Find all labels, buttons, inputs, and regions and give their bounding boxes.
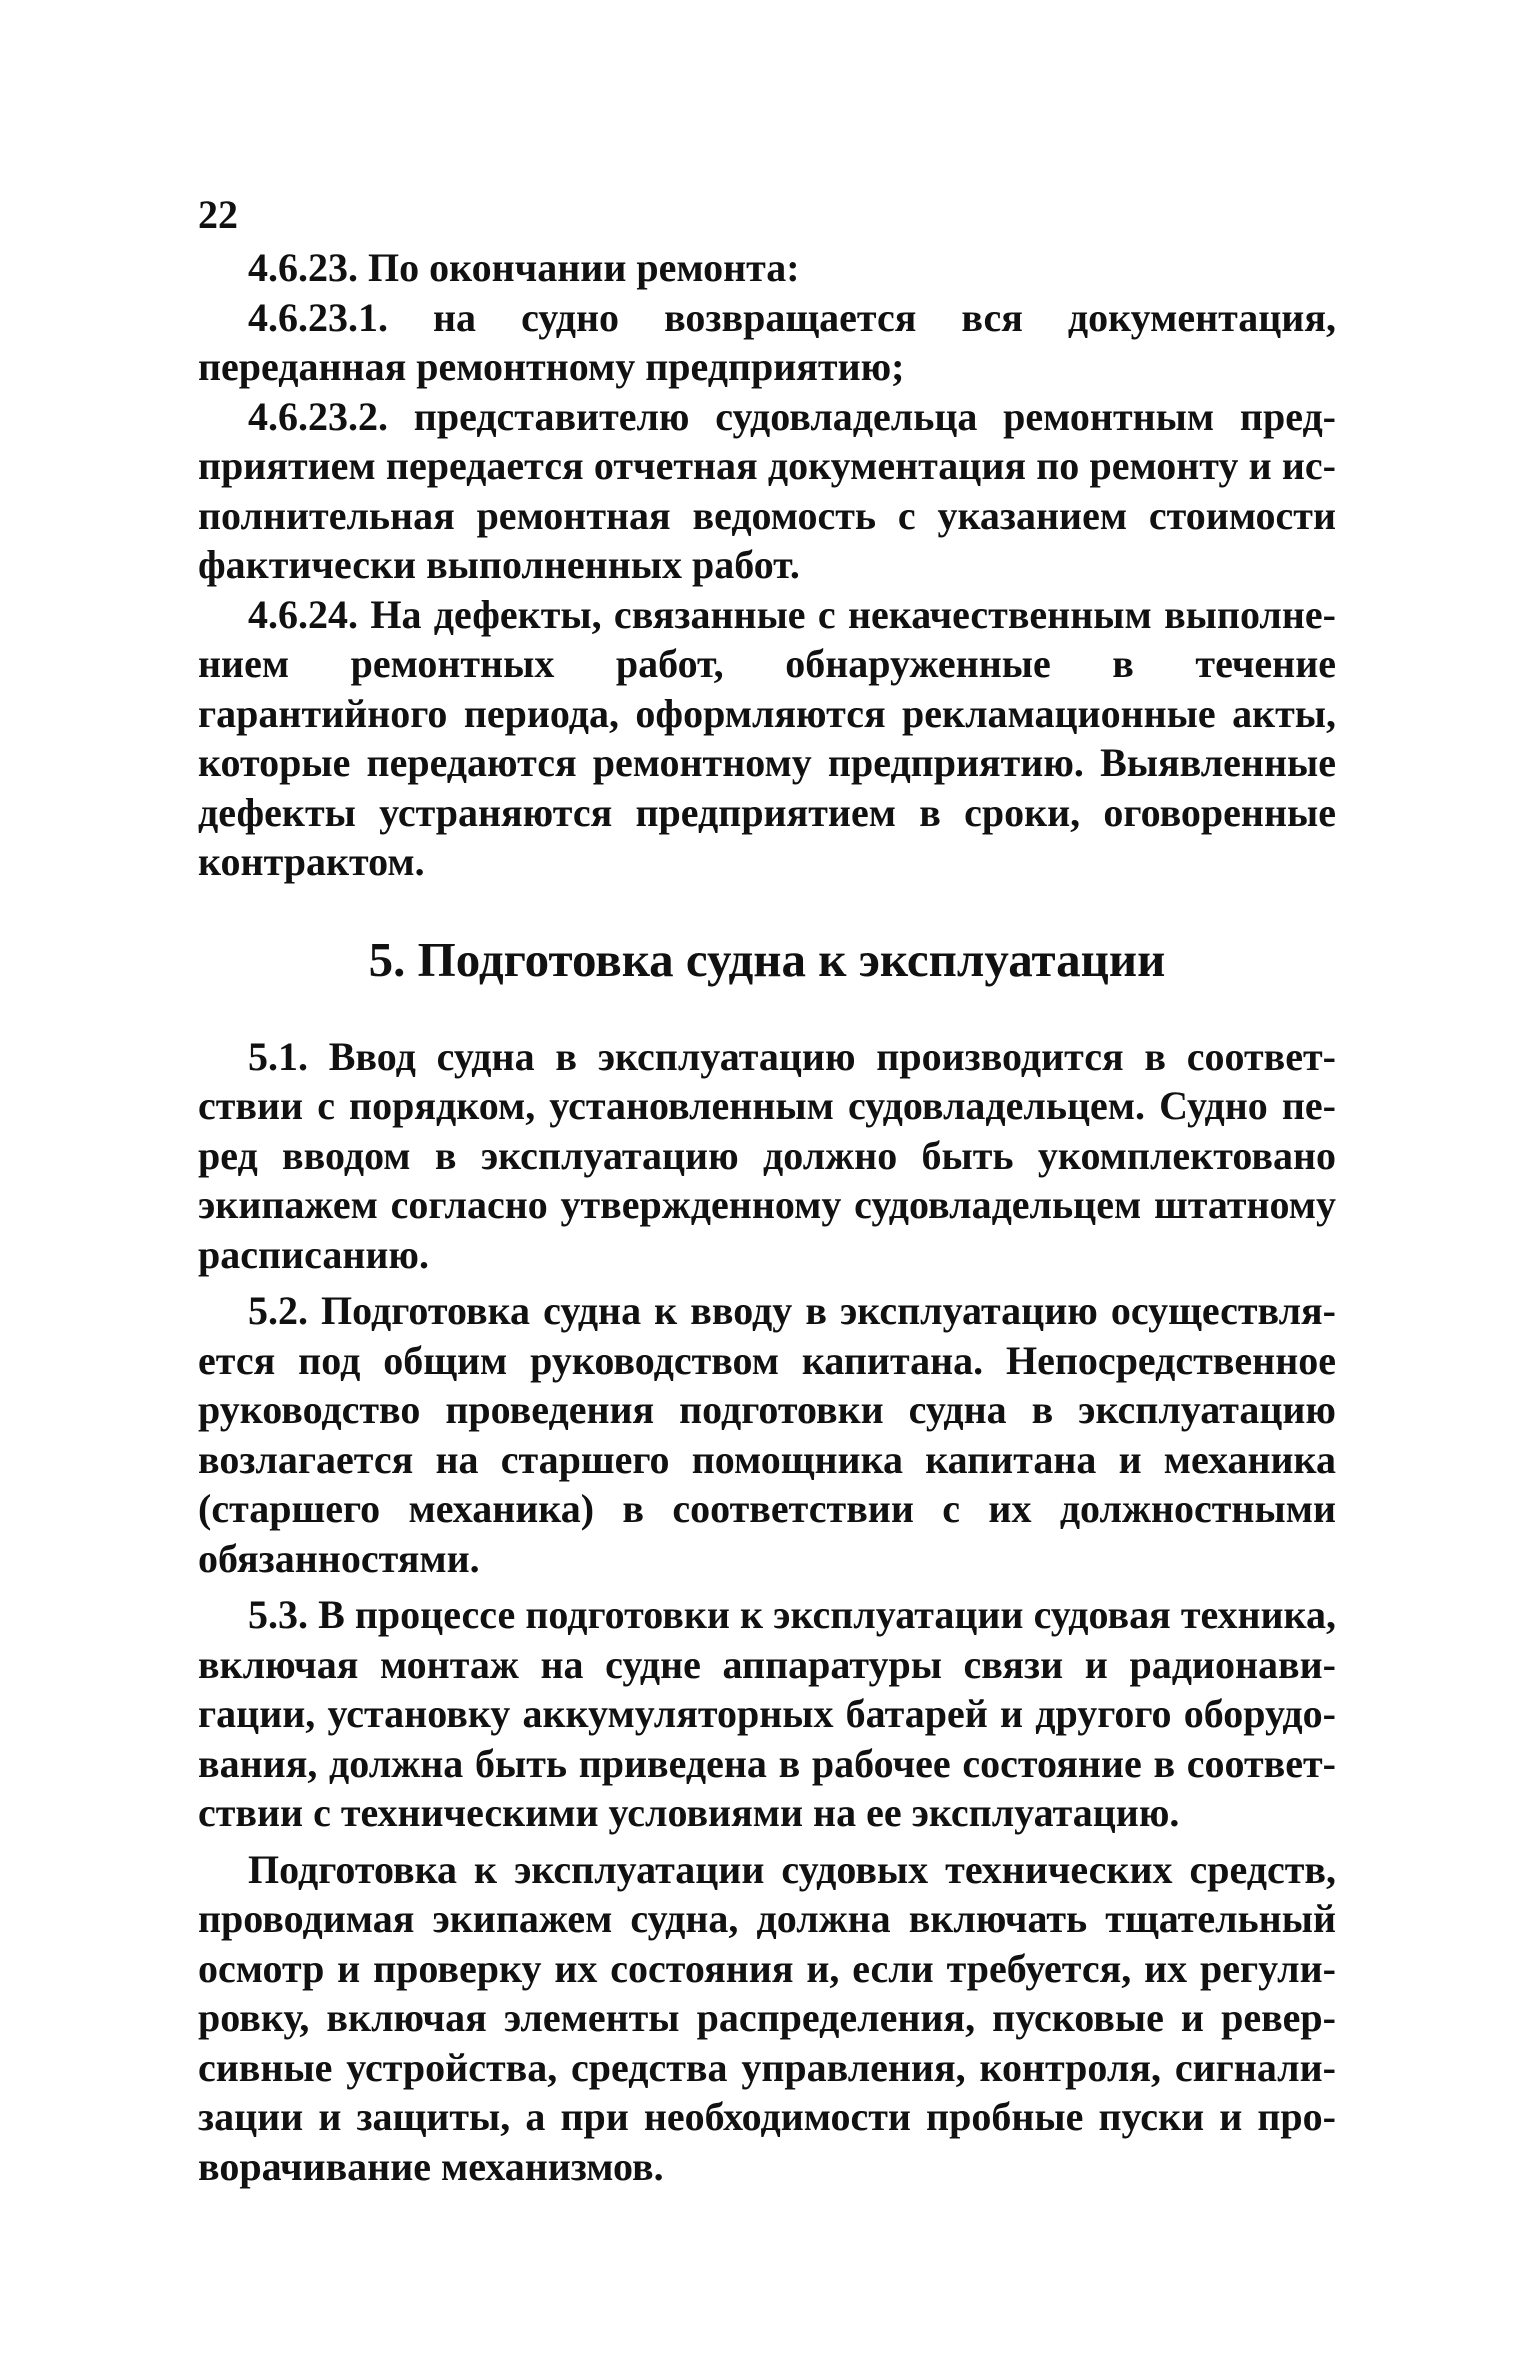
section-heading: 5. Подготовка судна к эксплуатации	[368, 931, 1166, 987]
paragraph-5-1: 5.1. Ввод судна в эксплуатацию производится в соответствии с порядком, установленным судовладельцем. Судно перед вводом в эксплуатацию должно быть укомплектовано экипажем согласно утвержденному судовладельцем штатному расписанию.	[198, 1033, 1336, 1277]
paragraph-4-6-23-1: 4.6.23.1. на судно возвращается вся документация, переданная ремонтному предприятию;	[198, 294, 1336, 389]
paragraph-5-3: 5.3. В процессе подготовки к эксплуатации судовая техника, включая монтаж на судне аппаратуры связи и радионавигации, установку аккумуляторных батарей и другого оборудования, должна быть приведена в рабочее состояние в соответствии с техническими условиями на ее эксплуатацию.	[198, 1592, 1336, 1835]
paragraph-5-2: 5.2. Подготовка судна к вводу в эксплуатацию осуществляется под общим руководством капитана. Непосредственное руководство проведения подготовки судна в эксплуатацию возлагается на старшего помощника капитана и механика (старшего механика) в соответствии с их должностными обязанностями.	[198, 1288, 1336, 1581]
paragraph-preparation: Подготовка к эксплуатации судовых технических средств, проводимая экипажем судна, должна включать тщательный осмотр и проверку их состояния и, если требуется, их регулировку, включая элементы распределения, пусковые и реверсивные устройства, средства управления, контроля, сигнализации и защиты, а при необходимости пробные пуски и проворачивание механизмов.	[198, 1846, 1336, 2189]
paragraph-4-6-24: 4.6.24. На дефекты, связанные с некачественным выполнением ремонтных работ, обнаруженные в течение гарантийного периода, оформляются рекламационные акты, которые передаются ремонтному предприятию. Выявленные дефекты устраняются предприятием в сроки, оговоренные контрактом.	[198, 591, 1336, 884]
paragraph-4-6-23: 4.6.23. По окончании ремонта:	[248, 245, 800, 290]
page-body	[198, 243, 1336, 2191]
paragraph-4-6-23-2: 4.6.23.2. представителю судовладельца ремонтным предприятием передается отчетная документация по ремонту и исполнительная ремонтная ведомость с указанием стоимости фактически выполненных работ.	[198, 393, 1336, 587]
page-number: 22	[198, 192, 238, 237]
